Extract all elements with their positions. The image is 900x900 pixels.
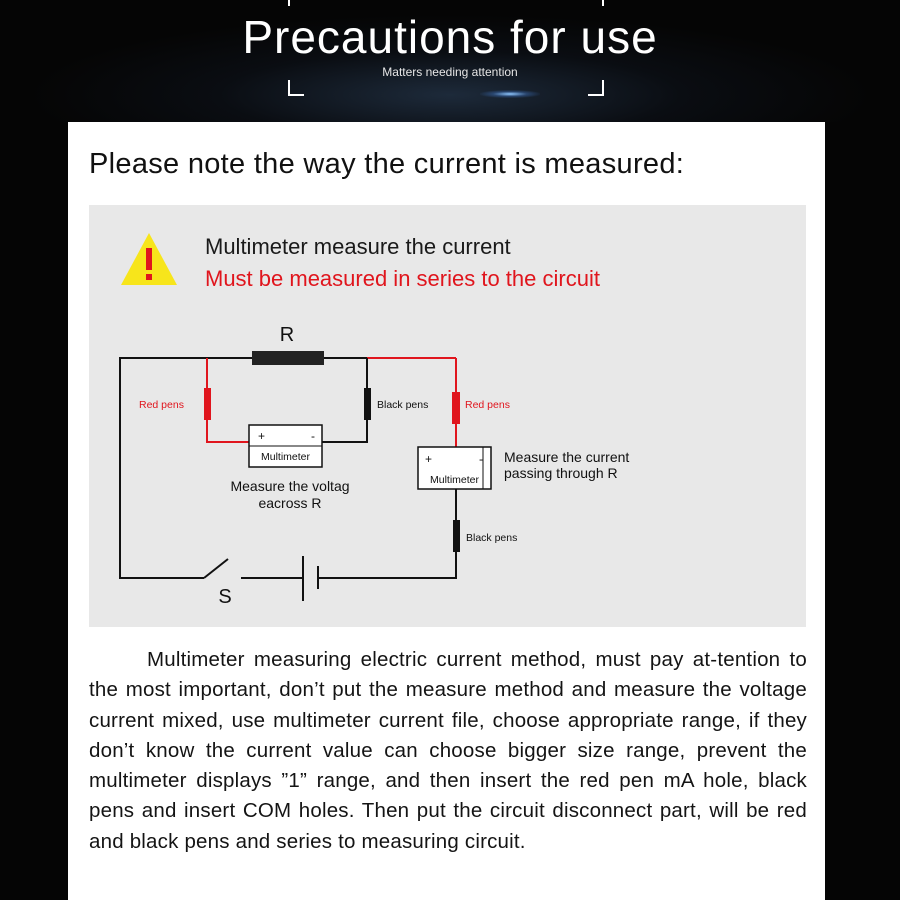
- right-black-pen-label: Black pens: [466, 532, 518, 544]
- header-glow: [480, 90, 540, 98]
- left-red-pen: [204, 388, 211, 420]
- right-red-pen: [452, 392, 460, 424]
- wire-left-main: [120, 358, 252, 578]
- wire-left-black-probe: [322, 358, 367, 442]
- current-caption-1: Measure the current: [504, 449, 630, 465]
- warning-line-1: Multimeter measure the current: [205, 234, 511, 259]
- page-subtitle: Matters needing attention: [382, 65, 518, 79]
- switch-label: S: [218, 586, 232, 608]
- left-meter-minus: -: [311, 429, 315, 443]
- right-red-pen-label: Red pens: [465, 399, 510, 411]
- right-black-pen: [453, 520, 460, 552]
- bracket-top-right: [596, 0, 604, 6]
- resistor: [252, 351, 324, 365]
- explanation-paragraph: [89, 645, 807, 857]
- resistor-label: R: [279, 324, 295, 346]
- bracket-bottom-right: [588, 80, 604, 96]
- card-title: Please note the way the current is measured:: [89, 148, 685, 180]
- left-black-pen: [364, 388, 371, 420]
- right-meter-plus: +: [425, 452, 433, 466]
- diagram-panel: [89, 205, 806, 627]
- page-title: Precautions for use: [242, 11, 658, 63]
- header-banner: [0, 0, 900, 122]
- wire-left-red-probe: [207, 358, 249, 442]
- voltage-caption-1: Measure the voltag: [230, 478, 350, 494]
- left-meter-plus: +: [258, 429, 266, 443]
- right-meter-minus: -: [479, 452, 483, 466]
- right-meter-label: Multimeter: [429, 474, 480, 486]
- switch-blade: [204, 559, 228, 578]
- left-meter-label: Multimeter: [260, 451, 311, 463]
- bracket-top-left: [288, 0, 296, 6]
- circuit-diagram: [89, 205, 806, 627]
- left-black-pen-label: Black pens: [377, 399, 429, 411]
- warning-line-2: Must be measured in series to the circuit: [205, 266, 600, 291]
- left-red-pen-label: Red pens: [139, 399, 184, 411]
- content-card: [68, 122, 825, 900]
- current-caption-2: passing through R: [504, 465, 618, 481]
- explanation-text: Multimeter measuring electric current method, must pay at-tention to the most important, don’t put the measure method and measure the voltage current mixed, use multimeter current file, choose appropriate range, if they don’t know the current value can choose bigger size range, prevent the multimeter displays ”1” range, and then insert the red pen mA hole, black pens and insert COM holes. Then put the circuit disconnect part, will be red and black pens and series to measuring circuit.: [89, 648, 807, 853]
- wire-right-main: [318, 544, 456, 578]
- bracket-bottom-left: [288, 80, 304, 96]
- voltage-caption-2: eacross R: [258, 495, 322, 511]
